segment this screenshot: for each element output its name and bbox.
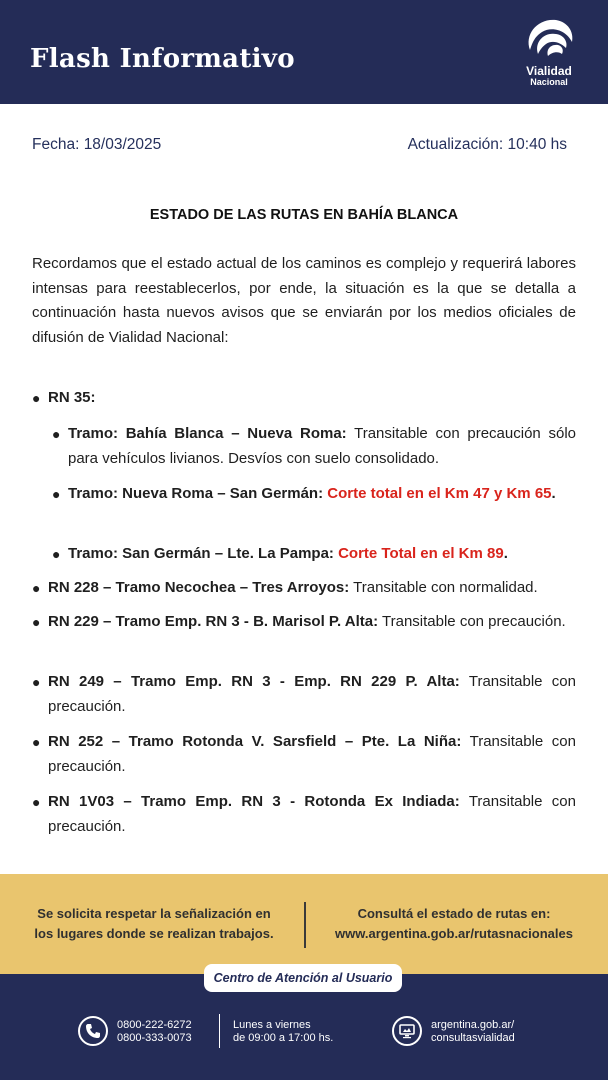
tramo-status-closed: Corte Total en el Km 89 (333, 545, 504, 562)
tramo-name: Tramo: San Germán – Lte. La Pampa: (68, 545, 334, 562)
route-status: Transitable con precaución. (48, 733, 576, 775)
routes-consult-notice (316, 904, 592, 944)
signage-notice-line-1: Se solicita respetar la señalización en (37, 906, 271, 921)
vialidad-logo (516, 16, 582, 90)
bullet-icon: ● (52, 426, 61, 442)
bullet-icon: ● (32, 614, 41, 630)
route-name: RN 249 – Tramo Emp. RN 3 - Emp. RN 229 P. Alta: (48, 673, 460, 690)
phone-numbers (117, 1019, 192, 1045)
bullet-icon: ● (32, 390, 41, 406)
route-name: RN 1V03 – Tramo Emp. RN 3 - Rotonda Ex Indiada: (48, 793, 460, 810)
route-status: Transitable con normalidad. (349, 579, 538, 596)
section-title: ESTADO DE LAS RUTAS EN BAHÍA BLANCA (149, 207, 459, 223)
list-item-rn35-tramo-1 (52, 422, 576, 471)
list-item-rn35-tramo-2: ● Tramo: Nueva Roma – San Germán: Corte total en el Km 47 y Km 65. (68, 482, 576, 507)
list-item-rn249 (32, 670, 576, 719)
route-label: RN 35: (48, 389, 96, 406)
signage-notice-line-2: los lugares donde se realizan trabajos. (34, 926, 274, 941)
route-status: Transitable con precaución. (48, 673, 576, 715)
date-label: Fecha: 18/03/2025 (32, 136, 162, 153)
road-swirl-icon (522, 16, 576, 60)
bullet-icon: ● (32, 674, 41, 690)
bullet-icon: ● (32, 794, 41, 810)
footer-notice-band (0, 874, 608, 974)
route-name: RN 229 – Tramo Emp. RN 3 - B. Marisol P. Alta: (48, 613, 379, 630)
bullet-icon: ● (52, 546, 61, 562)
logo-text-nacional: Nacional (530, 77, 568, 87)
phone-number-1[interactable]: 0800-222-6272 (117, 1019, 192, 1031)
update-time-label: Actualización: 10:40 hs (407, 136, 567, 153)
tramo-name: Tramo: Bahía Blanca – Nueva Roma: (68, 425, 347, 442)
website-line-2: consultasvialidad (431, 1032, 515, 1044)
user-service-center-label: Centro de Atención al Usuario (204, 964, 402, 992)
contact-divider (219, 1014, 220, 1048)
routes-consult-line-1: Consultá el estado de rutas en: (357, 906, 551, 921)
route-name: RN 228 – Tramo Necochea – Tres Arroyos: (48, 579, 350, 596)
intro-paragraph: Recordamos que el estado actual de los caminos es complejo y requerirá labores intensas para reestablecerlos, por ende, la situación es la que se detalla a continuación hasta nuevos avisos que se enviarán por los medios oficiales de difusión de Vialidad Nacional: (32, 255, 576, 346)
phone-number-2[interactable]: 0800-333-0073 (117, 1032, 192, 1044)
list-item-rn252 (32, 730, 576, 779)
logo-text-vialidad: Vialidad (526, 64, 572, 78)
office-hours (233, 1019, 333, 1045)
signage-notice (20, 904, 288, 944)
list-item-rn1v03 (32, 790, 576, 839)
tramo-name: Tramo: Nueva Roma – San Germán: (68, 485, 324, 502)
routes-url-link[interactable]: www.argentina.gob.ar/rutasnacionales (335, 926, 573, 941)
bullet-icon: ● (32, 580, 41, 596)
office-hours-time: de 09:00 a 17:00 hs. (233, 1032, 334, 1044)
list-item-rn35 (32, 386, 576, 411)
list-item-rn229 (32, 610, 576, 635)
tramo-status: Transitable con precaución sólo para vehículos livianos. Desvíos con suelo consolidado. (68, 425, 576, 467)
list-item-rn35-tramo-3: ● Tramo: San Germán – Lte. La Pampa: Corte Total en el Km 89. (68, 542, 576, 567)
route-status: Transitable con precaución. (378, 613, 566, 630)
route-status: Transitable con precaución. (48, 793, 576, 835)
footer-contact-band (0, 971, 608, 1080)
bullet-icon: ● (32, 734, 41, 750)
header-banner (0, 0, 608, 104)
route-name: RN 252 – Tramo Rotonda V. Sarsfield – Pte. La Niña: (48, 733, 462, 750)
office-hours-days: Lunes a viernes (233, 1019, 311, 1031)
website-link[interactable] (431, 1019, 515, 1045)
bullet-icon: ● (52, 486, 61, 502)
list-item-rn228 (32, 576, 576, 601)
website-line-1: argentina.gob.ar/ (431, 1019, 515, 1031)
footer-divider (304, 902, 306, 948)
phone-icon (78, 1016, 108, 1046)
computer-screen-icon (392, 1016, 422, 1046)
page-title: Flash Informativo (30, 44, 295, 74)
tramo-status-closed: Corte total en el Km 47 y Km 65 (323, 485, 552, 502)
